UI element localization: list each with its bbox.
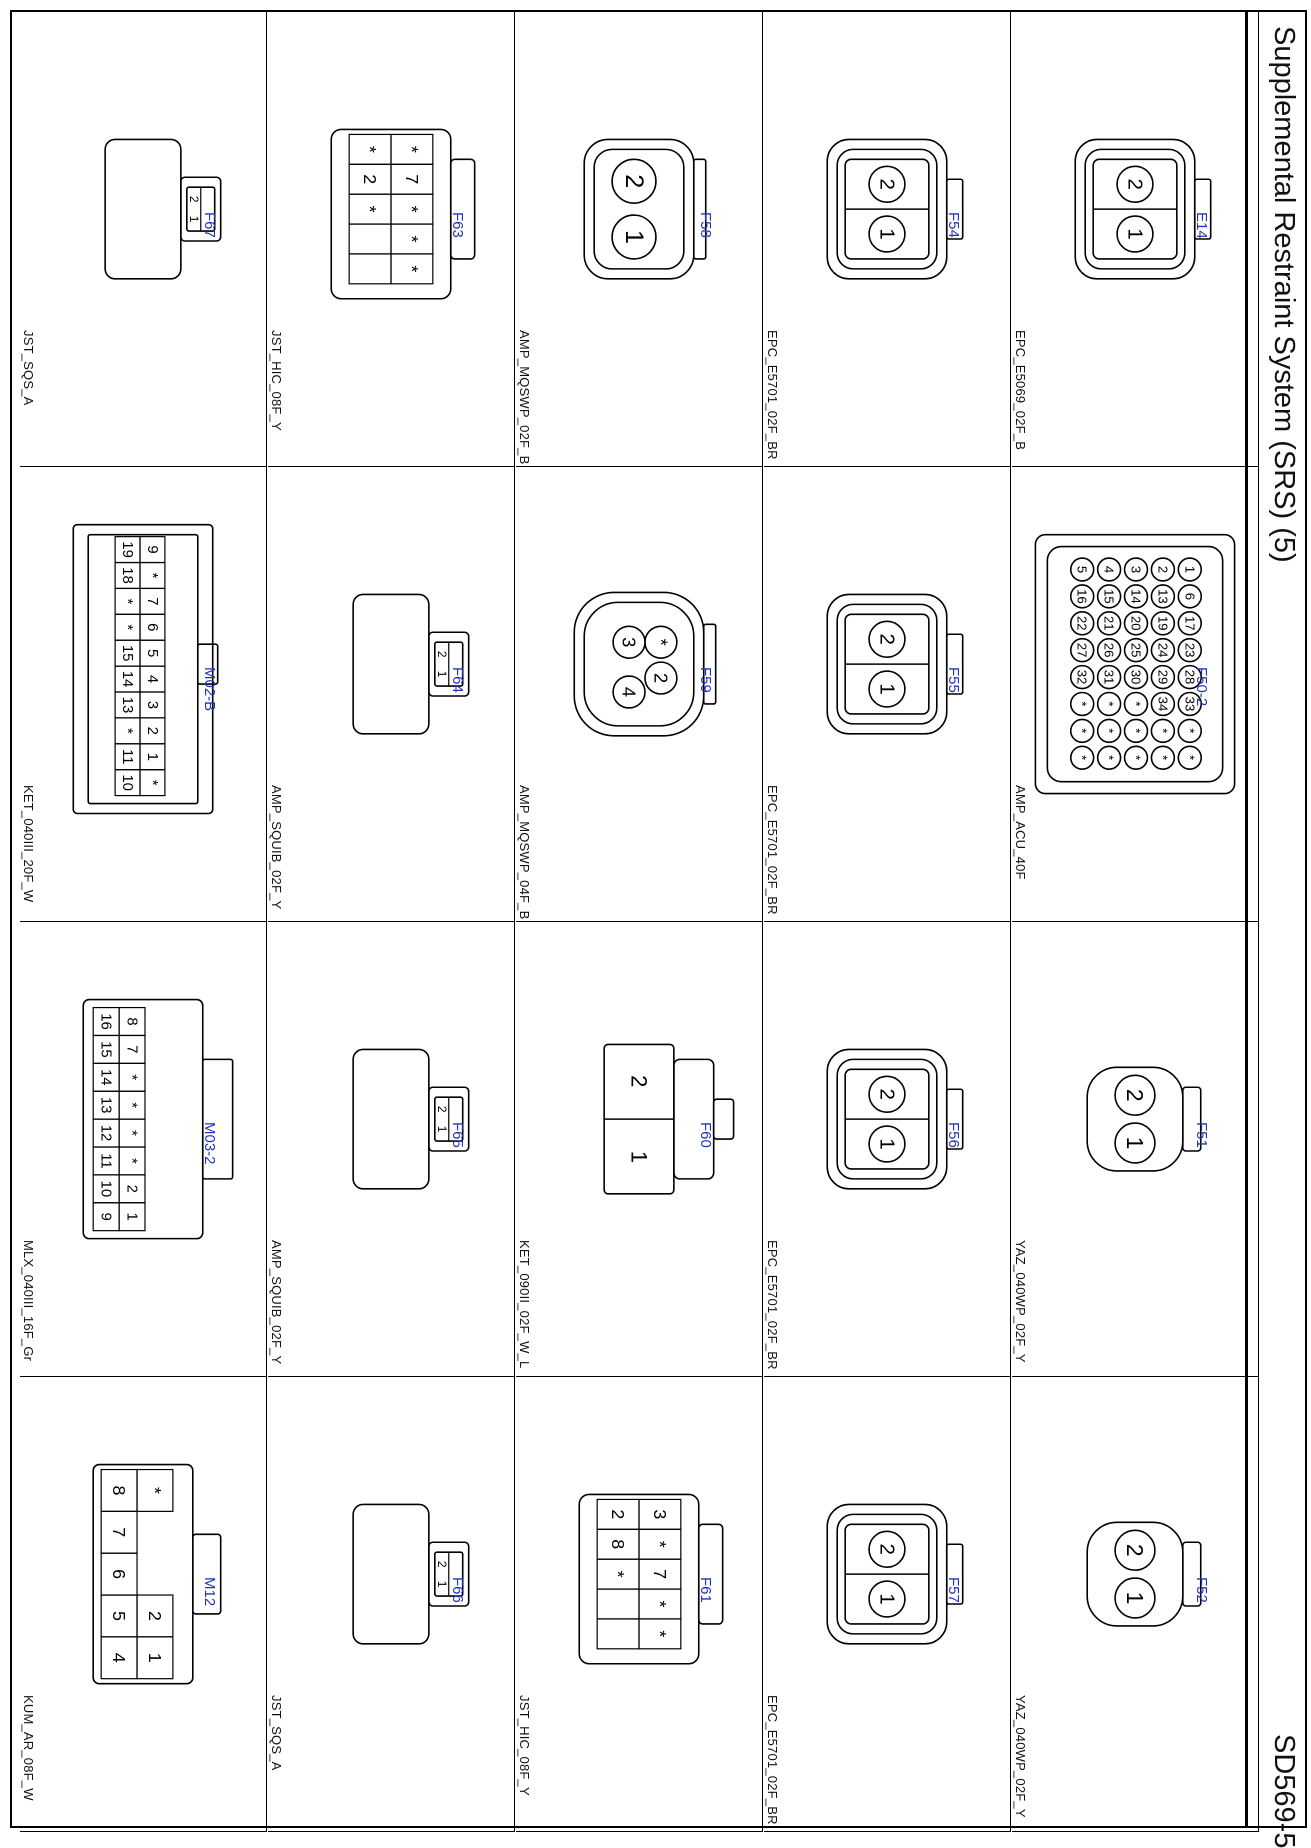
pin-1: 9 xyxy=(143,545,161,554)
pin-1: 1 xyxy=(434,670,449,678)
pin-12: 13 xyxy=(97,1096,115,1114)
pin-cell xyxy=(349,224,391,254)
pin-14-label: 21 xyxy=(1101,615,1117,631)
pin-13-label: 20 xyxy=(1128,615,1144,631)
housing-outline xyxy=(353,1504,429,1643)
pin-11: 19 xyxy=(119,541,137,558)
housing-outline xyxy=(93,1465,193,1684)
pin-1: * xyxy=(144,1486,165,1494)
connector-cell-f56 xyxy=(764,922,1011,1377)
pin-4: 2 xyxy=(360,174,381,185)
pin-6: 6 xyxy=(109,1569,130,1580)
connector-id: F54 xyxy=(945,212,962,238)
pin-cell xyxy=(597,1589,639,1619)
connector-face xyxy=(764,1377,1010,1831)
pin-1: 1 xyxy=(434,1125,449,1133)
pin-7: 3 xyxy=(143,700,161,710)
connector-cell-m02-b xyxy=(20,467,267,922)
connector-cell-m12 xyxy=(20,1377,267,1832)
connector-part-number: AMP_ACU_40F xyxy=(1013,785,1028,880)
connector-face xyxy=(20,467,266,921)
pin-1: 1 xyxy=(186,215,201,223)
pin-5: 7 xyxy=(649,1569,670,1580)
connector-drawing xyxy=(73,525,217,814)
connector-id: F52 xyxy=(1193,1577,1210,1603)
connector-id: F64 xyxy=(449,667,466,693)
pin-14: * xyxy=(119,624,137,631)
pin-7: * xyxy=(401,235,422,243)
lock-tab xyxy=(694,159,706,259)
pin-20: 10 xyxy=(119,774,137,791)
pin-27-label: 34 xyxy=(1155,696,1171,712)
connector-part-number: AMP_MQSWP_02F_B xyxy=(517,330,532,465)
pin-3-label: 3 xyxy=(618,637,640,648)
connector-part-number: EPC_E5701_02F_BR xyxy=(765,1695,780,1825)
pin-17: 13 xyxy=(119,696,137,714)
pin-10: * xyxy=(143,779,161,786)
pin-3-label: 3 xyxy=(1128,565,1144,574)
connector-cell-f63 xyxy=(268,12,515,467)
connector-face xyxy=(1012,1377,1258,1831)
connector-drawing xyxy=(1087,1067,1201,1171)
pin-8: 4 xyxy=(109,1652,130,1663)
connector-id: F58 xyxy=(697,212,714,238)
connector-face xyxy=(1012,467,1258,921)
pin-3: 7 xyxy=(143,597,161,606)
connector-drawing xyxy=(584,139,706,278)
pin-33-label: * xyxy=(1128,728,1144,734)
pin-40-label: * xyxy=(1074,755,1090,761)
pin-9: 16 xyxy=(97,1013,115,1030)
pin-10: 15 xyxy=(97,1041,115,1058)
connector-id: F56 xyxy=(945,1122,962,1148)
connector-part-number: KUM_AR_08F_W xyxy=(21,1695,36,1801)
pin-1-label: 1 xyxy=(1182,565,1198,574)
connector-face xyxy=(764,12,1010,466)
connector-cell-f51 xyxy=(1012,922,1259,1377)
pin-2-label: 2 xyxy=(875,1088,899,1100)
pin-11-label: 17 xyxy=(1182,615,1198,631)
pin-2: 2 xyxy=(626,1075,652,1088)
connector-part-number: EPC_E5701_02F_BR xyxy=(765,785,780,915)
pin-16: 14 xyxy=(119,670,137,688)
connector-cell-f50-2 xyxy=(1012,467,1259,922)
connector-id: F57 xyxy=(945,1577,962,1603)
connector-drawing xyxy=(93,1465,220,1684)
connector-id: M02-B xyxy=(201,667,218,712)
pin-4: * xyxy=(123,1102,141,1109)
pin-4: 8 xyxy=(109,1485,130,1496)
housing-inner xyxy=(88,535,198,804)
pin-1-label: 1 xyxy=(875,1593,899,1605)
pin-1: 3 xyxy=(649,1509,670,1520)
connector-part-number: JST_SQS_A xyxy=(21,330,36,406)
pin-12: 18 xyxy=(119,567,137,584)
connector-cell-f52 xyxy=(1012,1377,1259,1832)
pin-5-label: 5 xyxy=(1074,565,1090,574)
pin-star-label: * xyxy=(650,638,672,646)
housing-outline xyxy=(574,592,703,735)
connector-part-number: EPC_E5701_02F_BR xyxy=(765,1240,780,1370)
pin-4-label: 4 xyxy=(1101,565,1117,574)
pin-2: 2 xyxy=(434,1560,449,1568)
pin-2: 2 xyxy=(608,1509,629,1520)
pin-2-label: 2 xyxy=(1122,1543,1148,1557)
pin-2-label: 2 xyxy=(1123,178,1147,190)
pin-1-label: 1 xyxy=(620,230,649,245)
pin-9: 1 xyxy=(143,752,161,761)
connector-drawing xyxy=(827,1049,962,1188)
pin-1: * xyxy=(401,145,422,153)
latch-body xyxy=(674,1059,714,1179)
pin-2-label: 2 xyxy=(875,633,899,645)
pin-18: * xyxy=(119,727,137,734)
connector-id: F59 xyxy=(697,667,714,693)
connector-part-number: JST_HIC_08F_Y xyxy=(269,330,284,431)
pin-2: 2 xyxy=(144,1610,165,1621)
connector-face xyxy=(268,1377,514,1831)
pin-21-label: 28 xyxy=(1182,669,1198,685)
connector-part-number: JST_HIC_08F_Y xyxy=(517,1695,532,1796)
connector-cell-f57 xyxy=(764,1377,1011,1832)
pin-13: * xyxy=(119,598,137,605)
housing-outline xyxy=(353,594,429,733)
pin-3: 7 xyxy=(401,174,422,185)
connector-face xyxy=(20,12,266,466)
pin-cell xyxy=(597,1619,639,1649)
pin-15: 15 xyxy=(119,644,137,662)
pin-3: * xyxy=(123,1074,141,1081)
connector-cell-f66 xyxy=(268,1377,515,1832)
pin-8-label: 14 xyxy=(1128,589,1144,604)
pin-31-label: * xyxy=(1182,728,1198,734)
connector-part-number: MLX_040III_16F_Gr xyxy=(21,1240,36,1362)
pin-23-label: 30 xyxy=(1128,669,1144,685)
connector-id: M03-2 xyxy=(201,1122,218,1165)
connector-drawing xyxy=(1035,535,1234,794)
connector-cell-f55 xyxy=(764,467,1011,922)
pin-8: 2 xyxy=(143,726,161,736)
connector-drawing xyxy=(105,139,221,278)
pin-24-label: 31 xyxy=(1101,669,1117,685)
pin-2-label: 2 xyxy=(620,174,649,189)
latch-tip xyxy=(714,1099,734,1139)
connector-id: F65 xyxy=(449,1122,466,1148)
pin-32-label: * xyxy=(1155,728,1171,734)
connector-face xyxy=(764,922,1010,1376)
connector-cell-f67 xyxy=(20,12,267,467)
pin-1-label: 1 xyxy=(875,683,899,695)
diagram-sheet xyxy=(10,10,1307,1848)
pin-1-label: 1 xyxy=(1123,228,1147,240)
pin-38-label: * xyxy=(1128,755,1144,761)
pin-37-label: * xyxy=(1155,755,1171,761)
pin-10-label: 16 xyxy=(1074,589,1090,604)
connector-drawing xyxy=(353,1504,469,1643)
pin-1-label: 1 xyxy=(1122,1591,1148,1605)
pin-2: 2 xyxy=(434,650,449,658)
pin-16: 9 xyxy=(97,1212,115,1221)
connector-id: F67 xyxy=(201,212,218,238)
pin-8: * xyxy=(649,1630,670,1638)
connector-face xyxy=(764,467,1010,921)
pin-3: * xyxy=(649,1540,670,1548)
pin-13: 12 xyxy=(97,1124,115,1142)
connector-face xyxy=(516,12,762,466)
pin-2-label: 2 xyxy=(1155,565,1171,574)
connector-part-number: AMP_SQUIB_02F_Y xyxy=(269,785,284,910)
pin-29-label: * xyxy=(1101,701,1117,707)
connector-part-number: JST_SQS_A xyxy=(269,1695,284,1771)
connector-drawing xyxy=(1087,1522,1201,1626)
connector-face xyxy=(516,1377,762,1831)
connector-drawing xyxy=(83,1000,232,1239)
pin-7: * xyxy=(649,1600,670,1608)
pin-16-label: 23 xyxy=(1182,642,1198,658)
housing-inner xyxy=(584,602,694,725)
pin-2-label: 2 xyxy=(875,1543,899,1555)
lock-tab xyxy=(699,1524,723,1624)
pin-6: * xyxy=(360,205,381,213)
pin-2-label: 2 xyxy=(1122,1088,1148,1102)
pin-22-label: 29 xyxy=(1155,669,1171,685)
pin-17-label: 24 xyxy=(1155,642,1171,658)
connector-cell-m03-2 xyxy=(20,922,267,1377)
pin-4: 6 xyxy=(143,623,161,632)
pin-1-label: 1 xyxy=(875,228,899,240)
pin-35-label: * xyxy=(1074,728,1090,734)
pin-6: * xyxy=(123,1158,141,1164)
pin-2: * xyxy=(360,145,381,153)
housing-outline xyxy=(353,1049,429,1188)
connector-id: F51 xyxy=(1193,1122,1210,1148)
connector-drawing xyxy=(353,1049,469,1188)
connector-cell-f61 xyxy=(516,1377,763,1832)
connector-id: E14 xyxy=(1193,212,1210,239)
connector-face xyxy=(268,922,514,1376)
connector-id: F66 xyxy=(449,1577,466,1603)
pin-9-label: 15 xyxy=(1101,589,1117,604)
pin-1: 1 xyxy=(434,1580,449,1588)
page-title: Supplemental Restraint System (SRS) (5) xyxy=(1268,26,1300,563)
connector-drawing xyxy=(353,594,469,733)
pin-5: * xyxy=(123,1130,141,1136)
pin-2: 7 xyxy=(123,1045,141,1054)
pin-15: 10 xyxy=(97,1180,115,1198)
connector-drawing xyxy=(827,139,962,278)
pin-6: * xyxy=(608,1570,629,1578)
connector-id: F63 xyxy=(449,212,466,238)
connector-face xyxy=(20,1377,266,1831)
pin-1: 8 xyxy=(123,1017,141,1026)
pin-3: 1 xyxy=(144,1652,165,1663)
pin-36-label: * xyxy=(1182,755,1198,761)
page-code: SD569-5 xyxy=(1268,1734,1300,1848)
connector-face xyxy=(20,922,266,1376)
connector-face xyxy=(268,467,514,921)
pin-7: 5 xyxy=(109,1610,130,1621)
pin-12-label: 19 xyxy=(1155,615,1171,631)
pin-6: 4 xyxy=(143,674,161,684)
connector-id: F60 xyxy=(697,1122,714,1148)
connector-part-number: KET_040III_20F_W xyxy=(21,785,36,903)
connector-grid xyxy=(12,12,1247,1826)
pin-2: * xyxy=(143,572,161,579)
connector-face xyxy=(516,922,762,1376)
pin-6-label: 6 xyxy=(1182,592,1198,601)
pin-7-label: 13 xyxy=(1155,589,1171,604)
pin-8: * xyxy=(401,265,422,273)
pin-8: 1 xyxy=(123,1212,141,1221)
connector-cell-f54 xyxy=(764,12,1011,467)
connector-face xyxy=(1012,12,1258,466)
pin-20-label: 27 xyxy=(1074,642,1090,658)
pin-39-label: * xyxy=(1101,755,1117,761)
connector-part-number: YAZ_040WP_02F_Y xyxy=(1013,1695,1028,1818)
pin-1: 1 xyxy=(626,1150,652,1164)
connector-part-number: AMP_MQSWP_04F_B xyxy=(517,785,532,920)
pin-4: 8 xyxy=(608,1539,629,1550)
pin-28-label: * xyxy=(1128,701,1144,707)
pin-15-label: 22 xyxy=(1074,615,1090,631)
connector-id: F50-2 xyxy=(1193,667,1210,707)
connector-part-number: KET_090II_02F_W_L xyxy=(517,1240,532,1369)
pin-5: * xyxy=(401,205,422,213)
pin-19-label: 26 xyxy=(1101,642,1117,658)
pin-2-label: 2 xyxy=(875,178,899,190)
pin-4-label: 4 xyxy=(618,686,640,698)
pin-2: 2 xyxy=(186,195,201,203)
connector-id: M12 xyxy=(201,1577,218,1607)
pin-26-label: 33 xyxy=(1182,696,1198,712)
pin-cell xyxy=(349,254,391,284)
pin-18-label: 25 xyxy=(1128,642,1144,658)
pin-19: 11 xyxy=(119,748,137,765)
pin-30-label: * xyxy=(1074,701,1090,707)
connector-face xyxy=(516,467,762,921)
connector-part-number: EPC_E5069_02F_B xyxy=(1013,330,1028,451)
pin-34-label: * xyxy=(1101,728,1117,734)
connector-drawing xyxy=(827,594,962,733)
pin-2: 2 xyxy=(434,1105,449,1113)
connector-drawing xyxy=(604,1044,733,1193)
connector-face xyxy=(1012,922,1258,1376)
pin-5: 5 xyxy=(143,649,161,658)
pin-1-label: 1 xyxy=(875,1138,899,1150)
connector-id: F61 xyxy=(697,1577,714,1603)
pin-7: 2 xyxy=(123,1184,141,1193)
housing-outline xyxy=(105,139,181,278)
pin-1-label: 1 xyxy=(1122,1136,1148,1150)
connector-cell-f59 xyxy=(516,467,763,922)
lock-tab xyxy=(451,159,475,259)
connector-cell-f58 xyxy=(516,12,763,467)
connector-part-number: YAZ_040WP_02F_Y xyxy=(1013,1240,1028,1363)
connector-drawing xyxy=(574,592,715,735)
connector-part-number: AMP_SQUIB_02F_Y xyxy=(269,1240,284,1365)
connector-cell-f65 xyxy=(268,922,515,1377)
pin-5: 7 xyxy=(109,1527,130,1538)
connector-cell-e14 xyxy=(1012,12,1259,467)
connector-part-number: EPC_E5701_02F_BR xyxy=(765,330,780,460)
pin-25-label: 32 xyxy=(1074,669,1090,685)
pin-2-label: 2 xyxy=(650,672,672,684)
connector-id: F55 xyxy=(945,667,962,693)
connector-drawing xyxy=(1075,139,1210,278)
connector-face xyxy=(268,12,514,466)
connector-cell-f60 xyxy=(516,922,763,1377)
pin-11: 14 xyxy=(97,1068,115,1086)
connector-drawing xyxy=(827,1504,962,1643)
pin-14: 11 xyxy=(97,1153,115,1169)
connector-cell-f64 xyxy=(268,467,515,922)
